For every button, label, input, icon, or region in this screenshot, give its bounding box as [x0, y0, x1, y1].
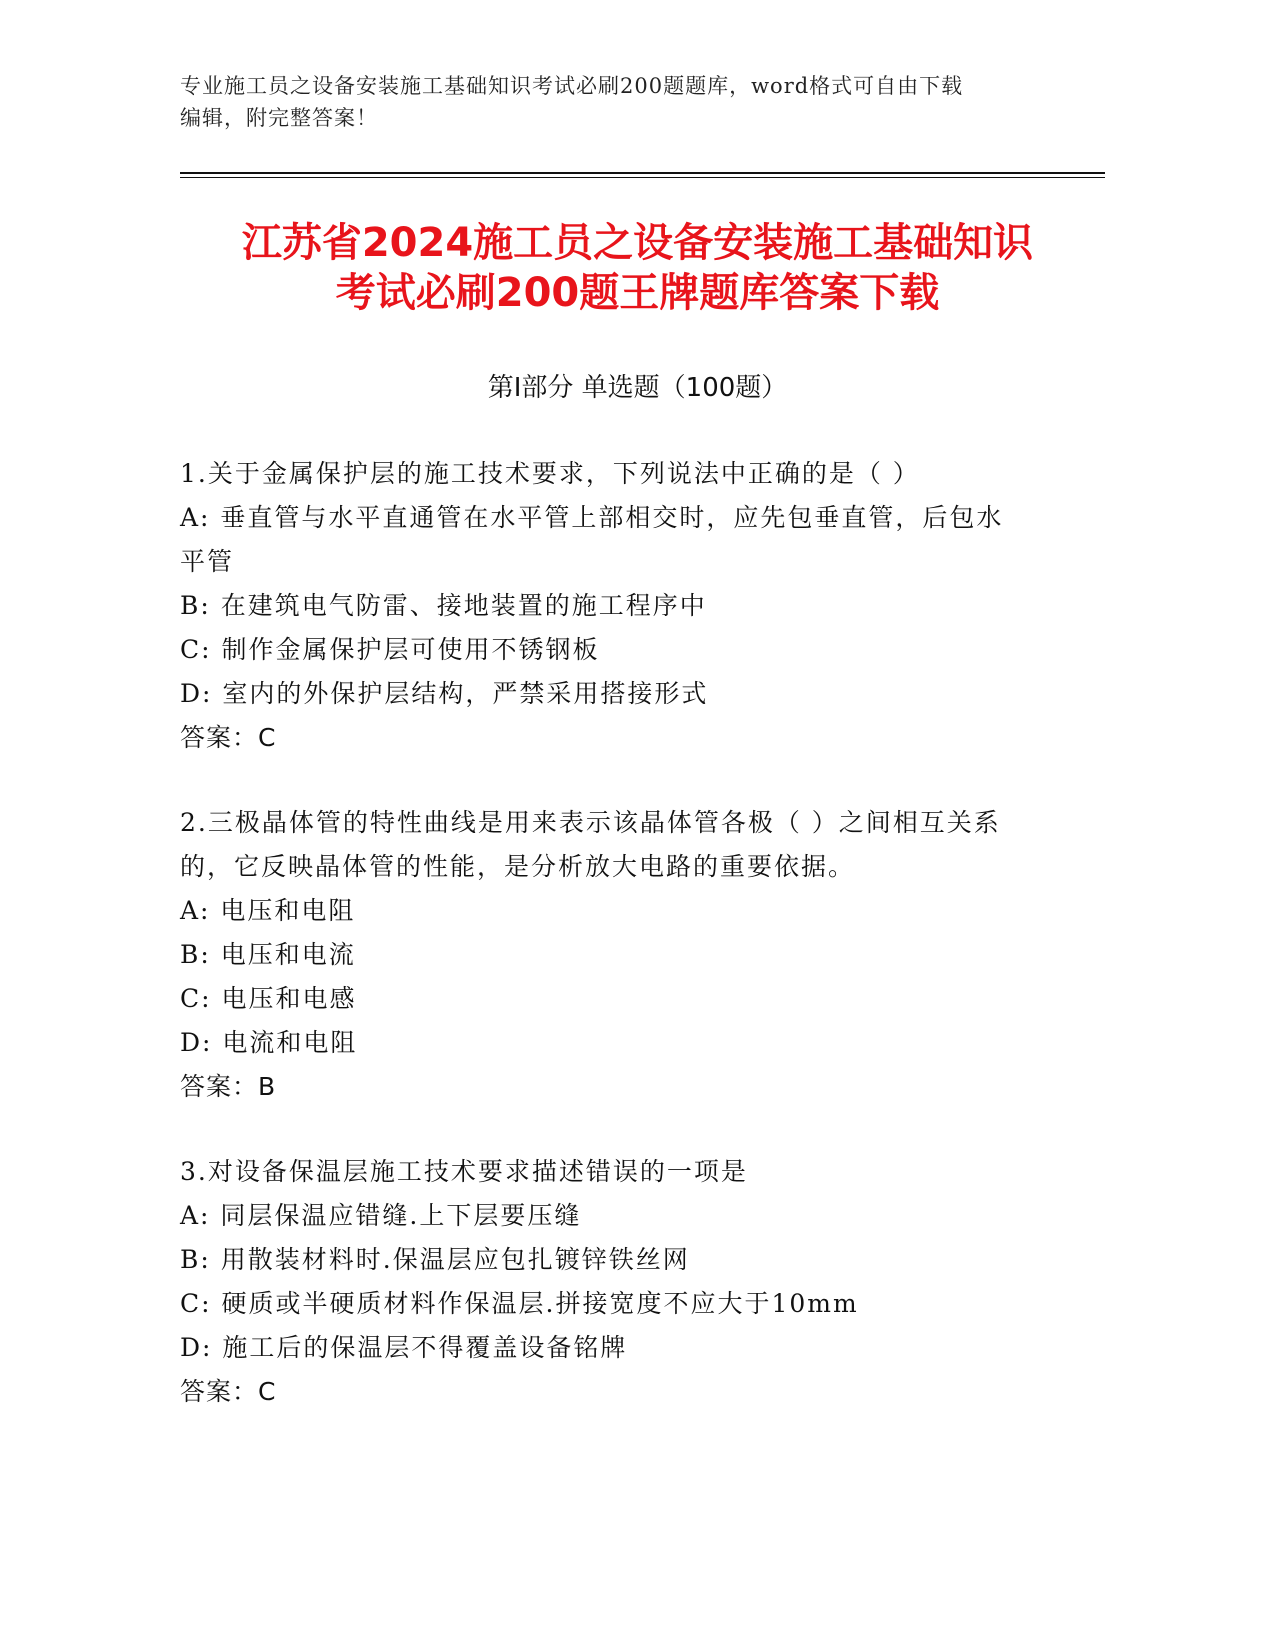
question-block — [180, 1150, 1040, 1414]
header-note — [180, 70, 1040, 134]
option-c: C: 制作金属保护层可使用不锈钢板 — [180, 635, 600, 664]
option-b: B: 用散装材料时.保温层应包扎镀锌铁丝网 — [180, 1245, 690, 1274]
option-c: C: 硬质或半硬质材料作保温层.拼接宽度不应大于10mm — [180, 1289, 859, 1318]
option-a-continued: 平管 — [180, 547, 235, 576]
answer-text: 答案：C — [180, 723, 277, 752]
option-a: A: 垂直管与水平直通管在水平管上部相交时，应先包垂直管，后包水 — [180, 503, 1004, 532]
question-block — [180, 801, 1040, 1109]
question-stem-continued: 的，它反映晶体管的性能，是分析放大电路的重要依据。 — [180, 852, 856, 881]
section-heading: 第Ⅰ部分 单选题（100题） — [487, 373, 788, 403]
question-stem: 2.三极晶体管的特性曲线是用来表示该晶体管各极（ ）之间相互关系 — [180, 808, 1001, 837]
document-title-line: 考试必刷200题王牌题库答案下载 — [335, 270, 940, 316]
header-note-line: 专业施工员之设备安装施工基础知识考试必刷200题题库，word格式可自由下载 — [180, 74, 964, 98]
question-block — [180, 452, 1040, 760]
question-stem: 1.关于金属保护层的施工技术要求，下列说法中正确的是（ ） — [180, 459, 920, 488]
document-title — [140, 218, 1135, 318]
option-d: D: 室内的外保护层结构，严禁采用搭接形式 — [180, 679, 709, 708]
option-a: A: 同层保温应错缝.上下层要压缝 — [180, 1201, 582, 1230]
option-a: A: 电压和电阻 — [180, 896, 356, 925]
header-note-line: 编辑，附完整答案！ — [180, 106, 378, 130]
answer-text: 答案：C — [180, 1377, 277, 1406]
answer-text: 答案：B — [180, 1072, 277, 1101]
option-d: D: 施工后的保温层不得覆盖设备铭牌 — [180, 1333, 628, 1362]
option-d: D: 电流和电阻 — [180, 1028, 358, 1057]
header-divider-thick — [180, 172, 1105, 174]
option-b: B: 电压和电流 — [180, 940, 356, 969]
question-stem: 3.对设备保温层施工技术要求描述错误的一项是 — [180, 1157, 748, 1186]
option-b: B: 在建筑电气防雷、接地装置的施工程序中 — [180, 591, 707, 620]
option-c: C: 电压和电感 — [180, 984, 357, 1013]
document-title-line: 江苏省2024施工员之设备安装施工基础知识 — [241, 220, 1034, 266]
header-divider-thin — [180, 177, 1105, 178]
